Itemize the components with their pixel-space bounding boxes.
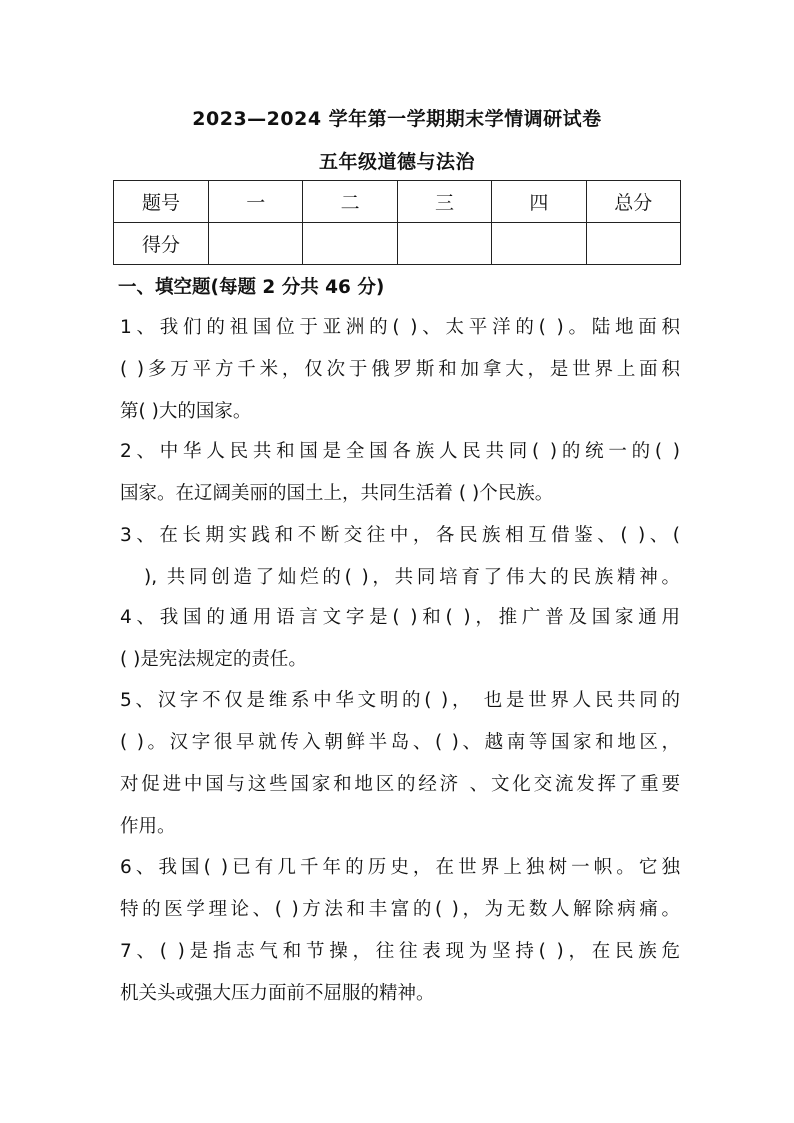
question-line: 国家。在辽阔美丽的国土上，共同生活着 ( )个民族。 [120,483,554,504]
score-table-cell: 三 [397,181,491,223]
question-line: 6、我国( )已有几千年的历史，在世界上独树一帜。它独 [120,857,680,878]
question-line: ( )多万平方千米，仅次于俄罗斯和加拿大，是世界上面积 [120,359,680,380]
question-line: 对促进中国与这些国家和地区的经济 、文化交流发挥了重要 [120,774,680,795]
score-table-cell: 总分 [586,181,680,223]
question-line: 特的医学理论、( )方法和丰富的( )，为无数人解除病痛。 [120,899,680,920]
section-heading: 一、填空题(每题 2 分共 46 分) [118,277,385,298]
exam-title: 2023—2024 学年第一学期期末学情调研试卷 [192,108,602,130]
question-line: 4、我国的通用语言文字是( )和( )，推广普及国家通用 [120,607,680,628]
question-6 [120,847,680,931]
question-line: 5、汉字不仅是维系中华文明的( )， 也是世界人民共同的 [120,690,680,711]
question-line: ( )是宪法规定的责任。 [120,649,307,670]
score-table-cell: 题号 [114,181,209,223]
score-table [113,180,681,265]
question-3 [120,515,680,599]
score-table-header-row [114,181,681,223]
question-4 [120,597,680,681]
score-input-cell[interactable] [303,223,397,265]
score-input-cell[interactable] [586,223,680,265]
question-1 [120,307,680,433]
question-line: 作用。 [120,816,176,837]
question-5 [120,680,680,848]
score-table-score-row [114,223,681,265]
question-line: 第( )大的国家。 [120,401,252,422]
question-7 [120,931,680,1015]
score-input-cell[interactable] [492,223,586,265]
question-line: 机关头或强大压力面前不屈服的精神。 [120,983,435,1004]
question-line: 7、( )是指志气和节操，往往表现为坚持( )，在民族危 [120,941,680,962]
score-table-cell: 二 [303,181,397,223]
score-table-cell: 得分 [114,223,209,265]
question-line: 3、在长期实践和不断交往中，各民族相互借鉴、( )、( [120,525,680,546]
score-table-cell: 一 [209,181,303,223]
question-line: ), 共同创造了灿烂的( )，共同培育了伟大的民族精神。 [144,567,680,588]
score-input-cell[interactable] [209,223,303,265]
question-line: 1、我们的祖国位于亚洲的( )、太平洋的( )。陆地面积 [120,317,680,338]
exam-subtitle: 五年级道德与法治 [318,151,475,173]
score-table-cell: 四 [492,181,586,223]
score-input-cell[interactable] [397,223,491,265]
question-2 [120,431,680,515]
question-line: 2、中华人民共和国是全国各族人民共同( )的统一的( ) [120,441,680,462]
question-line: ( )。汉字很早就传入朝鲜半岛、( )、越南等国家和地区， [120,732,680,753]
